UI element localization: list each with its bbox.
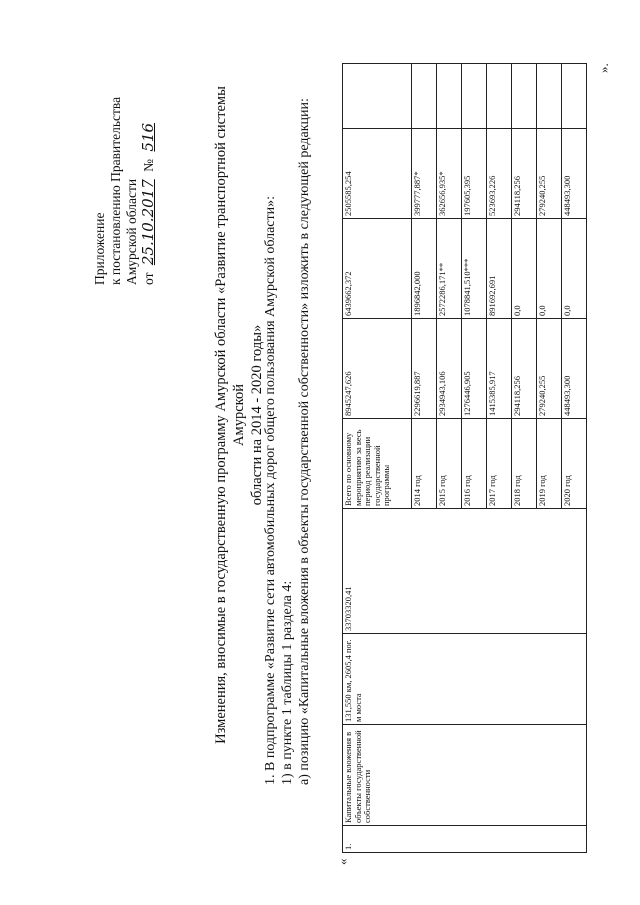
empty-cell	[412, 64, 437, 129]
empty-cell	[462, 64, 487, 129]
empty-cell	[562, 64, 587, 129]
item-capacity: 131,550 км, 2605,4 пог. м моста	[343, 634, 587, 725]
cell-value: 523693,226	[487, 129, 512, 219]
cell-value: 1276446,905	[462, 319, 487, 419]
year-label: 2016 год	[462, 419, 487, 509]
empty-cell	[512, 64, 537, 129]
decree-date: 25.10.2017	[139, 179, 157, 266]
quote-close: ».	[596, 63, 611, 73]
row-number: 1.	[343, 826, 587, 853]
year-label: 2015 год	[437, 419, 462, 509]
cell-value: 1415385,917	[487, 319, 512, 419]
cell-value: 8945247,626	[343, 319, 412, 419]
paragraph-1: 1. В подпрограмме «Развитие сети автомобильных дорог общего пользования Амурской области»:	[263, 195, 278, 785]
period-label: Всего по основному мероприятию за весь период реализации государственной программы	[343, 419, 412, 509]
document-title	[212, 55, 266, 775]
appendix-title: Приложение	[92, 212, 107, 285]
empty-cell	[343, 64, 412, 129]
instructions	[262, 98, 313, 785]
item-total-cost: 33703320,41	[343, 509, 587, 634]
cell-value: 1896842,000	[412, 219, 437, 319]
cell-value: 197605,395	[462, 129, 487, 219]
year-label: 2014 год	[412, 419, 437, 509]
capital-investment-table	[342, 63, 587, 853]
year-label: 2020 год	[562, 419, 587, 509]
paragraph-2: 1) в пункте 1 таблицы 1 раздела 4:	[280, 580, 295, 785]
cell-value: 1078841,510***	[462, 219, 487, 319]
cell-value: 891692,691	[487, 219, 512, 319]
cell-value: 448493,300	[562, 129, 587, 219]
title-line-2: области на 2014 - 2020 годы»	[249, 324, 265, 506]
appendix-date-line	[140, 97, 157, 285]
cell-value: 294118,256	[512, 319, 537, 419]
empty-cell	[537, 64, 562, 129]
cell-value: 6439662,372	[343, 219, 412, 319]
cell-value: 362656,935*	[437, 129, 462, 219]
item-name: Капитальные вложения в объекты государственной собственности	[343, 725, 587, 826]
cell-value: 2572286,171**	[437, 219, 462, 319]
quote-open: «	[335, 858, 350, 865]
cell-value: 399777,887*	[412, 129, 437, 219]
year-label: 2017 год	[487, 419, 512, 509]
cell-value: 279240,255	[537, 319, 562, 419]
cell-value: 2296619,887	[412, 319, 437, 419]
empty-cell	[487, 64, 512, 129]
year-label: 2019 год	[537, 419, 562, 509]
appendix-block	[92, 97, 157, 285]
cell-value: 448493,300	[562, 319, 587, 419]
cell-value: 294118,256	[512, 129, 537, 219]
cell-value: 0,0	[562, 219, 587, 319]
cell-value: 0,0	[537, 219, 562, 319]
cell-value: 2934943,106	[437, 319, 462, 419]
paragraph-3: а) позицию «Капитальные вложения в объекты государственной собственности» изложить в следующей редакции:	[297, 98, 312, 785]
cell-value: 279240,255	[537, 129, 562, 219]
empty-cell	[437, 64, 462, 129]
table-row	[343, 64, 412, 853]
appendix-decree: к постановлению Правительства	[108, 96, 123, 285]
date-prefix: от	[141, 272, 156, 285]
year-label: 2018 год	[512, 419, 537, 509]
title-line-1: Изменения, вносимые в государственную программу Амурской области «Развитие транспортной системы Амурской	[213, 86, 247, 744]
number-label: №	[141, 158, 156, 172]
cell-value: 2505585,254	[343, 129, 412, 219]
appendix-region: Амурской области	[124, 178, 139, 285]
decree-number: 516	[139, 122, 157, 152]
cell-value: 0,0	[512, 219, 537, 319]
